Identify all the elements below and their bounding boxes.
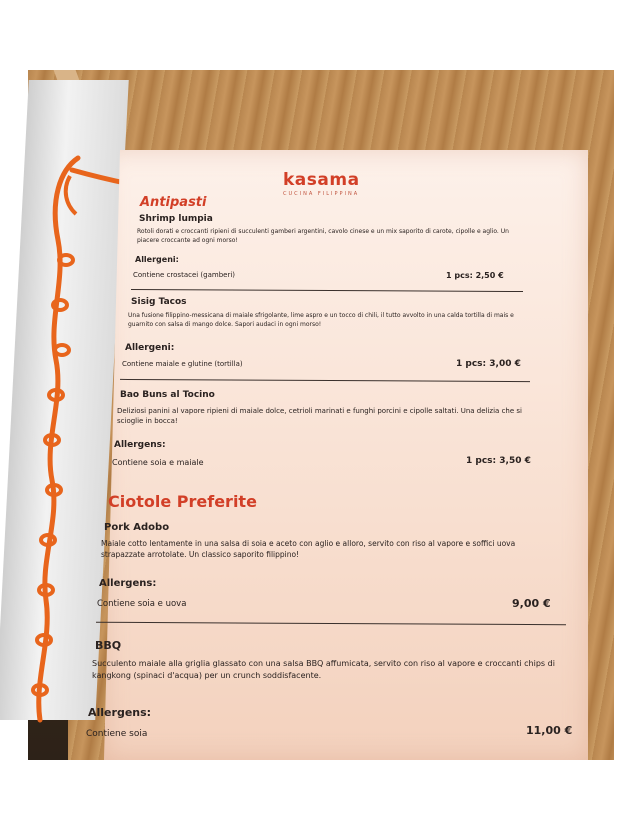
dish-description: Deliziosi panini al vapore ripieni di maiale dolce, cetrioli marinati e funghi porcini e cipolle saltati. Una delizia che si scioglie in bocca! <box>117 407 522 426</box>
dish-name-sisig-tacos: Sisig Tacos <box>131 297 187 307</box>
allergen-label: Allergens: <box>99 578 157 589</box>
section-title-antipasti: Antipasti <box>140 195 207 210</box>
brand-tagline: CUCINA FILIPPINA <box>283 191 360 197</box>
allergen-label: Allergeni: <box>135 255 179 264</box>
dish-name-bao-buns: Bao Buns al Tocino <box>120 390 215 400</box>
dish-description: Rotoli dorati e croccanti ripieni di succulenti gamberi argentini, cavolo cinese e un mix saporito di carote, cipolle e aglio. Un piacere croccante ad ogni morso! <box>137 228 509 244</box>
dish-price: 1 pcs: 3,00 € <box>456 359 521 369</box>
dish-description: Maiale cotto lentamente in una salsa di soia e aceto con aglio e alloro, servito con riso al vapore e soffici uova strapazzate arrotolate. Un classico saporito filippino! <box>101 539 516 559</box>
dish-name-pork-adobo: Pork Adobo <box>104 522 170 533</box>
allergen-label: Allergens: <box>114 440 166 450</box>
dish-name-shrimp-lumpia: Shrimp lumpia <box>139 214 213 224</box>
dish-price: 11,00 € <box>526 724 573 737</box>
allergen-label: Allergeni: <box>125 343 175 353</box>
allergen-info: Contiene soia e uova <box>97 599 187 609</box>
allergen-info: Contiene soia <box>86 729 148 739</box>
dish-price: 9,00 € <box>512 597 551 610</box>
brand-logo: kasama <box>283 170 360 190</box>
dish-description: Succulento maiale alla griglia glassato con una salsa BBQ affumicata, servito con riso al vapore e croccanti chips di kangkong (spinaci d'acqua) per un crunch soddisfacente. <box>92 659 555 680</box>
allergen-info: Contiene crostacei (gamberi) <box>133 271 236 279</box>
allergen-label: Allergens: <box>88 706 152 719</box>
dish-description: Una fusione filippino-messicana di maiale sfrigolante, lime aspro e un tocco di chili, il tutto avvolto in una calda tortilla di mais e guarnito con salsa di mango dolce. Sapori audaci in ogni morso! <box>128 312 514 328</box>
allergen-info: Contiene maiale e glutine (tortilla) <box>122 360 243 368</box>
dish-name-bbq: BBQ <box>95 639 122 652</box>
section-title-ciotole: Ciotole Preferite <box>108 492 257 511</box>
dish-price: 1 pcs: 3,50 € <box>466 456 531 466</box>
allergen-info: Contiene soia e maiale <box>112 458 204 467</box>
dish-price: 1 pcs: 2,50 € <box>446 271 504 280</box>
